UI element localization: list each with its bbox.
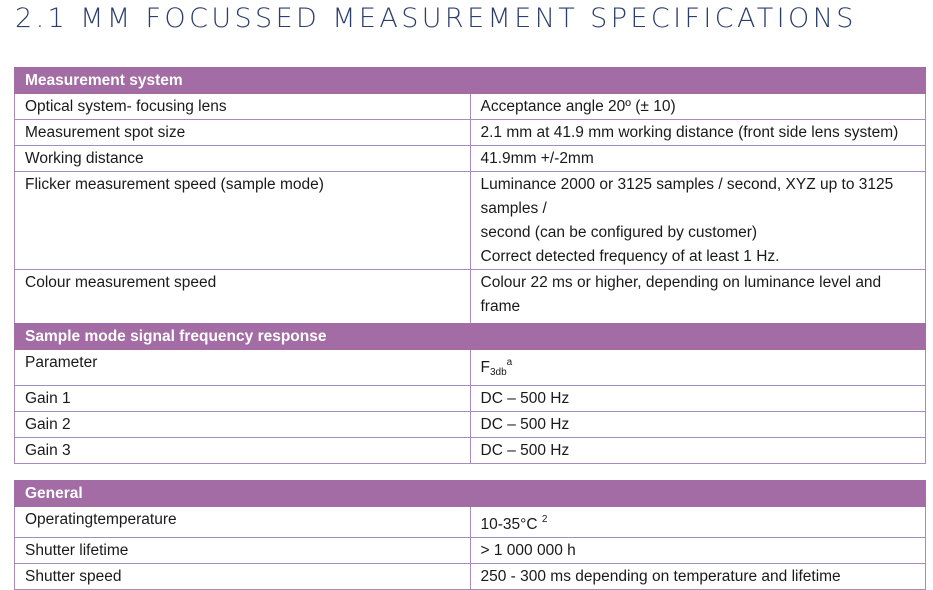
row-value: 2.1 mm at 41.9 mm working distance (front side lens system) <box>470 120 926 146</box>
row-label: Shutter speed <box>15 564 471 590</box>
table-row <box>15 120 926 146</box>
row-value <box>470 350 926 386</box>
table-row <box>15 412 926 438</box>
table-row <box>15 538 926 564</box>
row-label: Operatingtemperature <box>15 507 471 538</box>
row-value: > 1 000 000 h <box>470 538 926 564</box>
param-subscript: 3db <box>489 367 507 378</box>
table-row <box>15 507 926 538</box>
temperature-value: 10-35°C <box>480 516 538 533</box>
table-row <box>15 564 926 590</box>
table-row <box>15 350 926 386</box>
value-line: Luminance 2000 or 3125 samples / second, XYZ up to 3125 samples / <box>480 176 894 217</box>
row-value: Acceptance angle 20º (± 10) <box>470 94 926 120</box>
section-heading: General <box>15 481 926 507</box>
section-header <box>15 68 926 94</box>
row-label: Colour measurement speed <box>15 270 471 344</box>
row-label: Measurement spot size <box>15 120 471 146</box>
section-header <box>15 481 926 507</box>
value-line: Correct detected frequency of at least 1 Hz. <box>480 248 780 265</box>
frequency-response-table <box>14 323 926 464</box>
row-label: Gain 3 <box>15 438 471 464</box>
value-line: Colour 22 ms or higher, depending on luminance level and frame <box>480 274 882 315</box>
row-label: Flicker measurement speed (sample mode) <box>15 172 471 270</box>
general-table <box>14 480 926 590</box>
row-value <box>470 507 926 538</box>
table-row <box>15 172 926 270</box>
table-row <box>15 146 926 172</box>
row-label: Parameter <box>15 350 471 386</box>
table-row <box>15 438 926 464</box>
table-row <box>15 386 926 412</box>
section-header <box>15 324 926 350</box>
row-value: DC – 500 Hz <box>470 386 926 412</box>
row-label: Gain 1 <box>15 386 471 412</box>
table-row <box>15 94 926 120</box>
row-value: 41.9mm +/-2mm <box>470 146 926 172</box>
measurement-system-table <box>14 67 926 344</box>
section-heading: Sample mode signal frequency response <box>15 324 926 350</box>
row-label: Optical system- focusing lens <box>15 94 471 120</box>
row-value: DC – 500 Hz <box>470 412 926 438</box>
page-title: 2.1 MM FOCUSSED MEASUREMENT SPECIFICATIONS <box>15 3 857 34</box>
row-label: Working distance <box>15 146 471 172</box>
param-superscript: a <box>506 357 513 368</box>
row-value: 250 - 300 ms depending on temperature and lifetime <box>470 564 926 590</box>
row-value <box>470 172 926 270</box>
section-heading: Measurement system <box>15 68 926 94</box>
row-label: Gain 2 <box>15 412 471 438</box>
footnote-superscript: 2 <box>541 514 548 525</box>
param-base: F <box>480 359 490 376</box>
value-line: second (can be configured by customer) <box>480 224 758 241</box>
row-value: DC – 500 Hz <box>470 438 926 464</box>
row-label: Shutter lifetime <box>15 538 471 564</box>
